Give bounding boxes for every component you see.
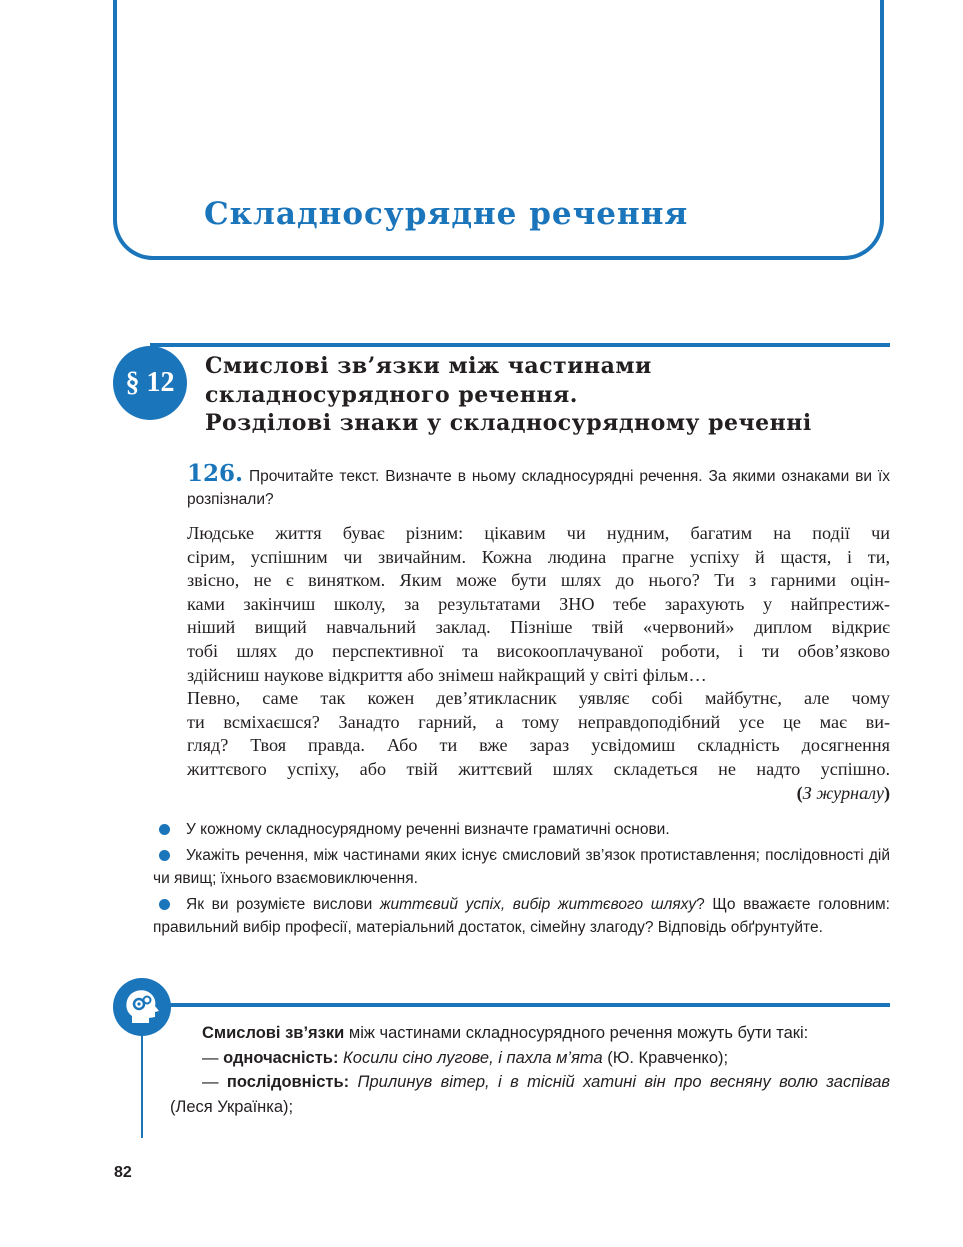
reading-line: Певно, саме так кожен дев’ятикласник уявляє собі майбутнє, але чому xyxy=(187,688,890,709)
reading-line: тобі шлях до перспективної та високооплачуваної роботи, і ти обов’язково xyxy=(187,640,890,661)
task-text: Укажіть речення, між частинами яких існує смисловий зв’язок протиставлення; послідовності дій чи явищ; їхнього взаємовиключення. xyxy=(153,847,890,887)
section-title-line: Розділові знаки у складносурядному реченні xyxy=(205,410,812,436)
rule-dash: — xyxy=(202,1073,227,1091)
reading-line: ками закінчиш школу, за результатами ЗНО тебе зарахують у найпрестиж- xyxy=(187,593,890,614)
rule-item-term: одночасність: xyxy=(223,1048,339,1067)
task-item xyxy=(153,893,890,939)
task-italic: життєвий успіх, вибір життєвого шляху xyxy=(379,896,697,913)
rule-text: між частинами складносурядного речення можуть бути такі: xyxy=(344,1024,809,1042)
source-text: З журналу xyxy=(802,782,884,803)
section-title-line: Смислові зв’язки між частинами xyxy=(205,353,652,379)
rule-box xyxy=(170,1021,890,1119)
rule-item-example: Косили сіно лугове, і пахла м’ята xyxy=(338,1048,603,1067)
chapter-title: Складносурядне речення xyxy=(204,196,689,232)
reading-line: звісно, не є винятком. Яким може бути шлях до нього? Ти з гарними оцін- xyxy=(187,570,890,591)
reading-line: Людське життя буває різним: цікавим чи нудним, багатим на події чи xyxy=(187,523,890,543)
bullet-icon xyxy=(159,824,170,835)
reading-line: ніший вищий навчальний заклад. Пізніше твій «червоний» диплом відкриє xyxy=(187,617,890,638)
section-title-line: складносурядного речення. xyxy=(205,381,578,408)
source-paren-close: ) xyxy=(883,782,890,803)
source-paren-open: ( xyxy=(796,782,803,803)
rule-item-example: Прилинув вітер, і в тісній хатині він про весняну волю заспівав xyxy=(349,1073,890,1091)
rule-intro xyxy=(170,1021,890,1046)
task-item xyxy=(153,844,890,890)
exercise-instruction: Прочитайте текст. Визначте в ньому складносурядні речення. За якими ознаками ви їх розпізнали? xyxy=(187,468,890,508)
section-rule xyxy=(150,343,890,347)
rule-dash: — xyxy=(202,1048,224,1067)
rule-item xyxy=(170,1046,890,1071)
reading-line: життєвого успіху, або твій життєвий шлях складеться не надто успішно. xyxy=(187,758,890,779)
reading-line: ти всміхаєшся? Занадто гарний, а тому неправдоподібний усе це має ви- xyxy=(187,711,890,732)
reading-line: сірим, успішним чи звичайним. Кожна людина прагне успіху й щастя, і ти, xyxy=(187,546,890,567)
head-gears-icon xyxy=(113,978,171,1036)
page-number: 82 xyxy=(114,1164,132,1181)
rule-term: Смислові зв’язки xyxy=(202,1024,345,1042)
exercise xyxy=(187,462,890,511)
task-item xyxy=(153,818,890,841)
bullet-icon xyxy=(159,850,170,861)
section-title xyxy=(205,352,895,438)
reading-line: здійсниш наукове відкриття або знімеш найкращий у світі фільм… xyxy=(187,664,707,685)
task-text: ? Що вважаєте головним: правильний вибір професії, матеріальний достаток, сімейну злагоду? Відповідь обґрунтуйте. xyxy=(153,896,890,936)
rule-vertical-line xyxy=(141,1020,143,1138)
task-text: Як ви розумієте вислови xyxy=(186,896,380,913)
rule-item xyxy=(170,1070,890,1119)
reading-text xyxy=(187,522,890,805)
rule-rule xyxy=(150,1003,890,1007)
reading-line: гляд? Твоя правда. Або ти вже зараз усвідомиш складність досягнення xyxy=(187,735,890,756)
rule-item-author: (Ю. Кравченко); xyxy=(602,1048,729,1067)
bullet-icon xyxy=(159,899,170,910)
reading-source xyxy=(187,782,890,806)
rule-item-term: послідовність: xyxy=(226,1073,350,1091)
section-badge: § 12 xyxy=(113,346,187,420)
task-text: У кожному складносурядному реченні визначте граматичні основи. xyxy=(186,821,670,838)
exercise-number: 126. xyxy=(187,460,244,487)
task-list xyxy=(153,818,890,942)
rule-item-author: (Леся Українка); xyxy=(170,1097,294,1116)
